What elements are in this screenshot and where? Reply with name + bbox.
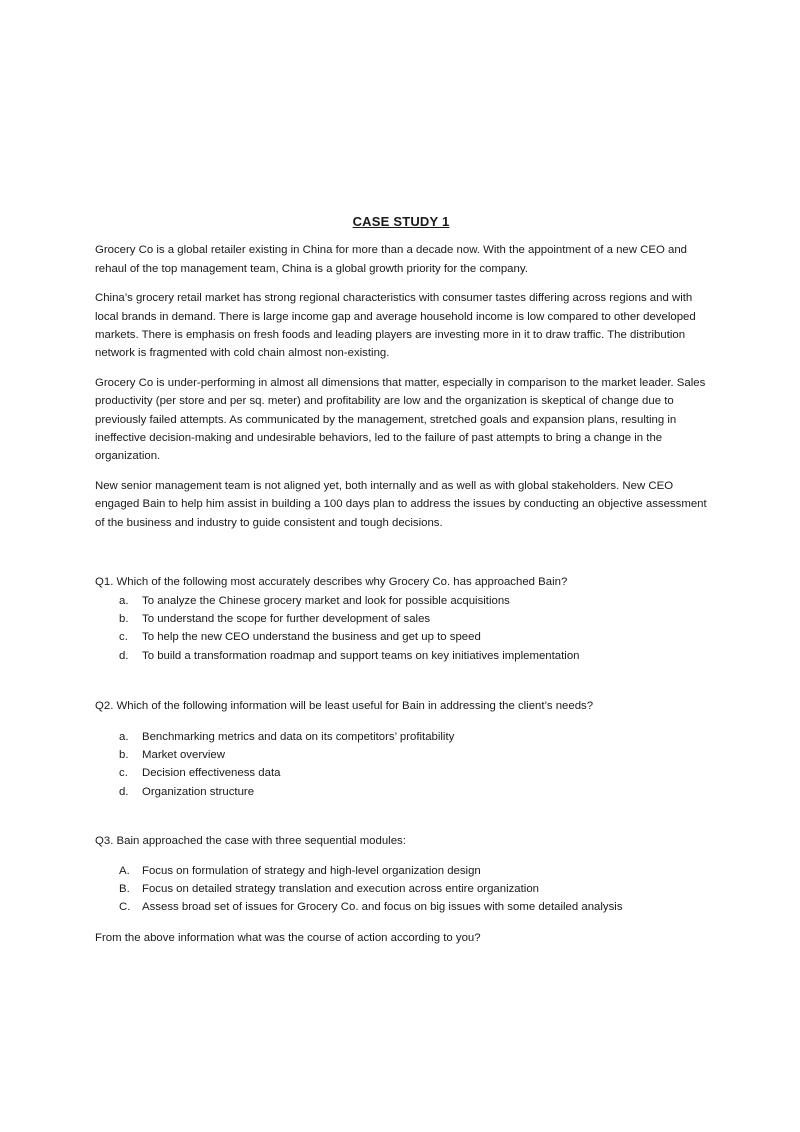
option-text: Decision effectiveness data [142,767,281,780]
paragraph-performance: Grocery Co is under-performing in almost all dimensions that matter, especially in comparison to the market leader. Sales productivity (per store and per sq. meter) and profitability are low and the organization is skeptical of change due to previously failed attempts. As communicated by the management, stretched goals and expansion plans, resulting in ineffective decision-making and undesirable behaviors, led to the failure of past attempts to bring a change in the organization. [95,376,706,463]
option-item [95,783,707,801]
option-item [95,862,707,880]
option-marker: d. [119,785,129,798]
option-item [95,746,707,764]
option-marker: b. [119,748,129,761]
option-item [95,647,707,665]
option-item [95,898,707,916]
option-text: Focus on detailed strategy translation and execution across entire organization [142,882,540,895]
option-text: To analyze the Chinese grocery market and look for possible acquisitions [142,594,510,607]
option-text: Market overview [142,748,225,761]
option-marker: B. [119,882,130,895]
option-marker: d. [119,649,129,662]
option-marker: C. [119,901,131,914]
question-2 [95,697,707,801]
option-marker: a. [119,594,129,607]
question-3 [95,832,707,947]
question-1 [95,573,707,665]
question-3-followup: From the above information what was the course of action according to you? [95,931,481,944]
option-item [95,880,707,898]
question-1-text: Q1. Which of the following most accurately describes why Grocery Co. has approached Bain? [95,576,568,589]
option-item [95,728,707,746]
option-marker: c. [119,631,128,644]
paragraph-intro: Grocery Co is a global retailer existing in China for more than a decade now. With the appointment of a new CEO and rehaul of the top management team, China is a global growth priority for the company. [95,244,687,275]
option-marker: b. [119,612,129,625]
question-2-text: Q2. Which of the following information will be least useful for Bain in addressing the client’s needs? [95,700,594,713]
option-text: To build a transformation roadmap and support teams on key initiatives implementation [142,649,580,662]
document-body [95,213,707,947]
option-marker: a. [119,730,129,743]
option-item [95,592,707,610]
paragraph-management: New senior management team is not aligned yet, both internally and as well as with global stakeholders. New CEO engaged Bain to help him assist in building a 100 days plan to address the issues by conducting an objective assessment of the business and industry to guide consistent and tough decisions. [95,479,707,529]
option-text: Focus on formulation of strategy and high-level organization design [142,864,481,877]
option-text: Organization structure [142,785,255,798]
option-item [95,628,707,646]
question-3-text: Q3. Bain approached the case with three sequential modules: [95,835,406,848]
question-3-options [95,862,707,917]
page-title: CASE STUDY 1 [352,214,450,229]
question-2-options [95,728,707,802]
question-1-options [95,592,707,666]
option-marker: c. [119,767,128,780]
option-text: To understand the scope for further development of sales [142,612,431,625]
option-item [95,764,707,782]
paragraph-market: China’s grocery retail market has strong regional characteristics with consumer tastes differing across regions and with local brands in demand. There is large income gap and average household income is low compared to other developed markets. There is emphasis on fresh foods and leading players are investing more in it to draw traffic. The distribution network is fragmented with cold chain almost non-existing. [95,292,696,360]
option-text: Assess broad set of issues for Grocery Co. and focus on big issues with some detailed analysis [142,901,623,914]
option-item [95,610,707,628]
option-text: To help the new CEO understand the business and get up to speed [142,631,481,644]
option-text: Benchmarking metrics and data on its competitors’ profitability [142,730,455,743]
option-marker: A. [119,864,130,877]
